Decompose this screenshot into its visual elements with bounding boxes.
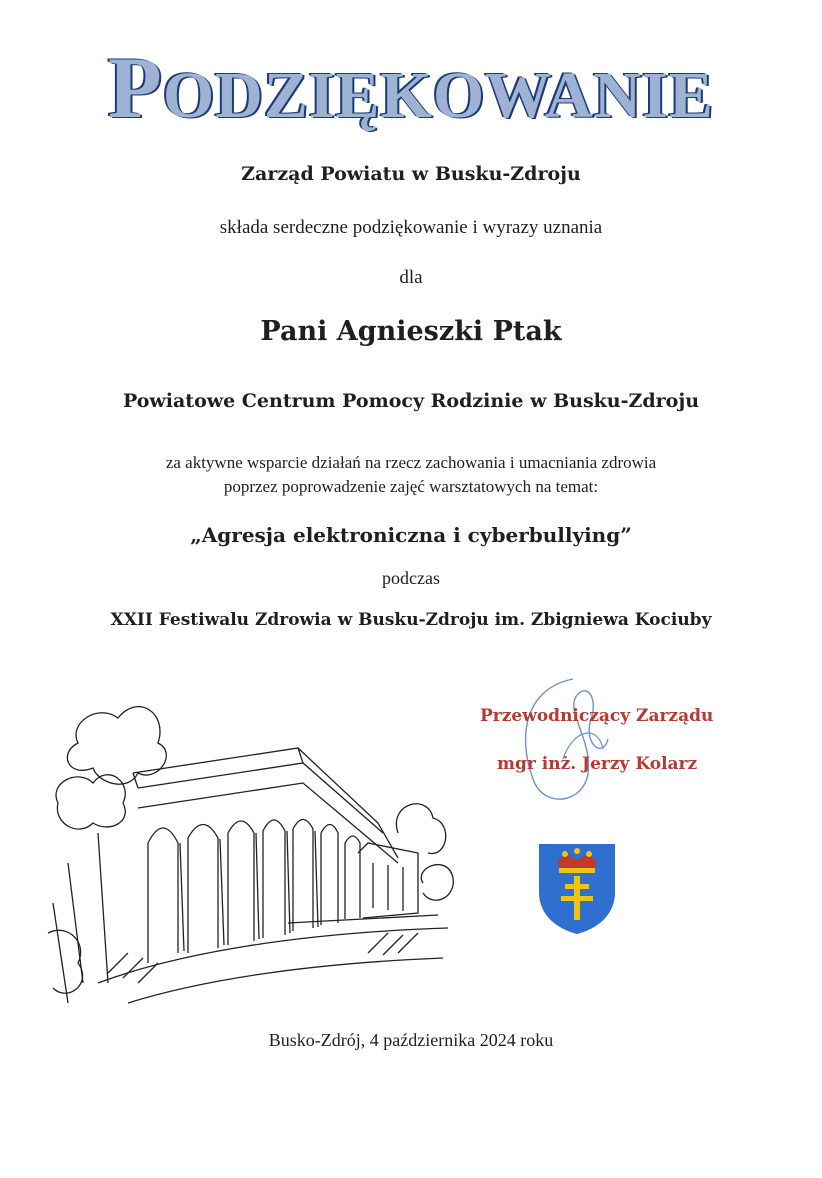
colonnade-sketch-illustration xyxy=(38,683,458,1013)
reason-line-2: poprzez poprowadzenie zajęć warsztatowych na temat: xyxy=(223,477,599,496)
issuer-name: Zarząd Powiatu w Busku-Zdroju xyxy=(241,163,581,185)
recipient-name: Pani Agnieszki Ptak xyxy=(260,316,562,347)
event-name: XXII Festiwalu Zdrowia w Busku-Zdroju im. Zbigniewa Kociuby xyxy=(110,610,712,630)
title-first-letter: P xyxy=(108,40,163,137)
for-word: dla xyxy=(399,267,423,288)
signatory-name: mgr inż. Jerzy Kolarz xyxy=(497,754,698,774)
thanks-line: składa serdeczne podziękowanie i wyrazy uznania xyxy=(219,217,603,238)
date-line: Busko-Zdrój, 4 października 2024 roku xyxy=(268,1030,554,1050)
workshop-topic: „Agresja elektroniczna i cyberbullying” xyxy=(190,523,632,547)
signatory-role: Przewodniczący Zarządu xyxy=(480,706,714,726)
organization-name: Powiatowe Centrum Pomocy Rodzinie w Busku-Zdroju xyxy=(122,390,700,412)
during-word: podczas xyxy=(382,568,440,588)
handwritten-signature xyxy=(503,669,623,819)
title-rest: ODZIĘKOWANIE xyxy=(162,59,714,132)
certificate-title xyxy=(0,38,822,139)
coat-of-arms-icon xyxy=(535,840,619,936)
reason-line-1: za aktywne wsparcie działań na rzecz zachowania i umacniania zdrowia xyxy=(165,453,657,472)
